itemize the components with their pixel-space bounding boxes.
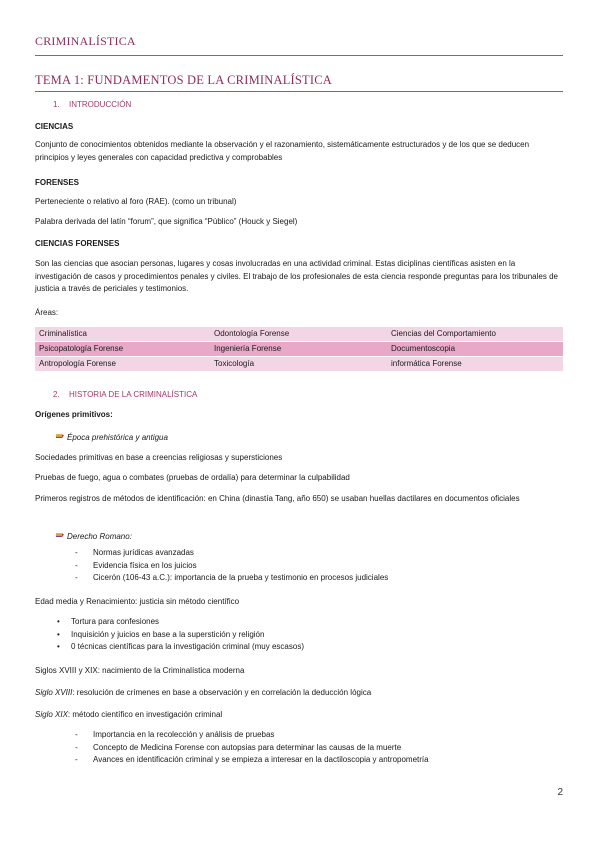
list-item: - Importancia en la recolección y análisis de pruebas	[75, 729, 563, 742]
list-item: • 0 técnicas científicas para la investigación criminal (muy escasos)	[57, 642, 304, 651]
epoca-bullet	[35, 431, 563, 445]
page-number: 2	[557, 787, 563, 798]
header-rule	[35, 55, 563, 56]
table-cell: informática Forense	[387, 357, 563, 372]
section-title: HISTORIA DE LA CRIMINALÍSTICA	[69, 390, 198, 399]
areas-table	[35, 327, 563, 372]
areas-table-wrap	[35, 327, 563, 372]
section-intro	[35, 99, 563, 111]
running-title: CRIMINALÍSTICA	[35, 34, 136, 48]
edad-media-list	[35, 616, 563, 654]
section-number: 1.	[53, 100, 60, 109]
table-cell: Ciencias del Comportamiento	[387, 327, 563, 342]
chapter-rule	[35, 91, 563, 92]
derecho-bullet	[35, 530, 563, 544]
table-cell: Odontología Forense	[210, 327, 387, 342]
siglo-19-text: : método científico en investigación criminal	[67, 710, 223, 719]
chapter-title: TEMA 1: FUNDAMENTOS DE LA CRIMINALÍSTICA	[35, 73, 333, 87]
section-number: 2.	[53, 390, 60, 399]
table-cell: Toxicología	[210, 357, 387, 372]
history-line-2: Pruebas de fuego, agua o combates (pruebas de ordalía) para determinar la culpabilidad	[35, 473, 350, 482]
siglo-18-label: Siglo XVIII	[35, 688, 73, 697]
list-item: • Inquisición y juicios en base a la superstición y religión	[57, 629, 265, 639]
derecho-text: Derecho Romano:	[67, 532, 132, 541]
ciencias-text: Conjunto de conocimientos obtenidos mediante la observación y el razonamiento, sistemáticamente estructurados y de los que se deducen principios y leyes generales con capacidad predictiva y comprobables	[35, 140, 530, 162]
list-item: - Cicerón (106-43 a.C.): importancia de la prueba y testimonio en procesos judiciales	[75, 572, 563, 585]
list-item: - Avances en identificación criminal y se empieza a interesar en la dactiloscopia y antropometría	[75, 754, 563, 767]
siglo-18-line	[35, 687, 563, 700]
derecho-list	[35, 547, 563, 585]
pencil-bullet-icon	[55, 431, 67, 444]
history-line-1: Sociedades primitivas en base a creencias religiosas y supersticiones	[35, 453, 283, 462]
table-row	[35, 327, 563, 342]
list-item: • Tortura para confesiones	[57, 617, 160, 626]
ciencias-forenses-label: CIENCIAS FORENSES	[35, 239, 120, 248]
table-cell: Documentoscopia	[387, 342, 563, 357]
ciencias-forenses-text: Son las ciencias que asocian personas, lugares y cosas involucradas en una actividad criminal. Estas diciplinas científicas asisten en la investigación de casos y procedimientos penales y civiles. El trabajo de los profesionales de esta ciencia responde preguntas para los tribunales de justicia a través de periciales y testimonios.	[35, 259, 558, 293]
table-cell: Antropología Forense	[35, 357, 210, 372]
siglos-line: Siglos XVIII y XIX: nacimiento de la Criminalística moderna	[35, 666, 245, 675]
origenes-label: Orígenes primitivos:	[35, 410, 113, 419]
list-item: - Concepto de Medicina Forense con autopsias para determinar las causas de la muerte	[75, 742, 563, 755]
epoca-text: Época prehistórica y antigua	[67, 433, 168, 442]
section-heading	[35, 99, 563, 111]
ciencias-label: CIENCIAS	[35, 122, 74, 131]
siglo-19-list	[35, 729, 563, 767]
table-cell: Ingeniería Forense	[210, 342, 387, 357]
list-item: - Evidencia física en los juicios	[75, 560, 563, 573]
section-historia	[35, 389, 563, 401]
forenses-text-2: Palabra derivada del latín “forum”, que significa “Público” (Houck y Siegel)	[35, 217, 298, 226]
pencil-bullet-icon	[55, 530, 67, 543]
siglo-19-label: Siglo XIX	[35, 710, 68, 719]
table-cell: Psicopatología Forense	[35, 342, 210, 357]
forenses-label: FORENSES	[35, 178, 80, 187]
areas-label: Áreas:	[35, 308, 59, 317]
edad-media-line: Edad media y Renacimiento: justicia sin método científico	[35, 597, 240, 606]
forenses-text-1: Perteneciente o relativo al foro (RAE). (como un tribunal)	[35, 197, 237, 206]
section-heading	[35, 389, 563, 401]
siglo-18-text: : resolución de crímenes en base a observación y en correlación la deducción lógica	[72, 688, 372, 697]
table-cell: Criminalística	[35, 327, 210, 342]
table-row	[35, 342, 563, 357]
section-title: INTRODUCCIÓN	[69, 100, 132, 109]
history-line-3: Primeros registros de métodos de identificación: en China (dinastía Tang, año 650) se usaban huellas dactilares en documentos oficiales	[35, 494, 520, 503]
siglo-19-line	[35, 709, 563, 722]
list-item: - Normas jurídicas avanzadas	[75, 547, 563, 560]
table-row	[35, 357, 563, 372]
